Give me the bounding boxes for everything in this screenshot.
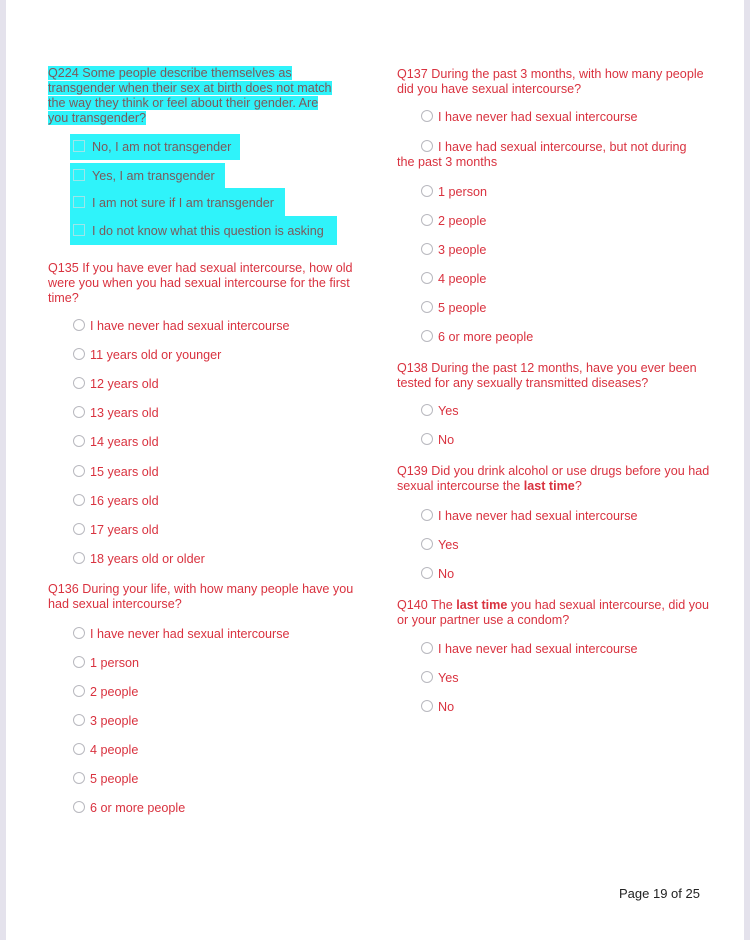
q138-question — [397, 361, 717, 391]
q135-option[interactable] — [73, 494, 159, 509]
q137-option[interactable] — [397, 140, 687, 170]
option-label: I have had sexual intercourse, but not during the past 3 months — [397, 140, 687, 169]
q137-option[interactable] — [421, 110, 638, 125]
q140-title-emphasis: last time — [456, 598, 508, 612]
q140-question — [397, 598, 717, 628]
q140-option[interactable] — [421, 700, 454, 715]
radio-icon[interactable] — [73, 772, 85, 784]
q136-option[interactable] — [73, 685, 138, 700]
radio-icon[interactable] — [73, 319, 85, 331]
radio-icon[interactable] — [73, 685, 85, 697]
option-label: I have never had sexual intercourse — [438, 509, 638, 523]
q140-title — [397, 598, 717, 628]
radio-icon[interactable] — [73, 435, 85, 447]
radio-icon[interactable] — [73, 494, 85, 506]
option-label: 11 years old or younger — [90, 348, 222, 362]
option-label: I have never had sexual intercourse — [438, 642, 638, 656]
option-label: 6 or more people — [438, 330, 534, 344]
option-label: I do not know what this question is asking — [92, 224, 324, 238]
option-label: 5 people — [90, 772, 139, 786]
radio-icon[interactable] — [421, 433, 433, 445]
radio-icon[interactable] — [421, 567, 433, 579]
radio-icon[interactable] — [421, 538, 433, 550]
q140-option[interactable] — [421, 671, 459, 686]
q137-title: Q137 During the past 3 months, with how many people did you have sexual intercourse? — [397, 67, 704, 96]
option-label: 4 people — [438, 272, 487, 286]
q136-option[interactable] — [73, 714, 138, 729]
checkbox-icon[interactable] — [73, 224, 85, 236]
option-label: I have never had sexual intercourse — [90, 627, 290, 641]
option-label: Yes — [438, 404, 459, 418]
q140-option[interactable] — [421, 642, 638, 657]
option-label: 2 people — [438, 214, 487, 228]
q135-option[interactable] — [73, 523, 159, 538]
option-label: I have never had sexual intercourse — [438, 110, 638, 124]
radio-icon[interactable] — [73, 465, 85, 477]
q135-option[interactable] — [73, 552, 205, 567]
radio-icon[interactable] — [421, 243, 433, 255]
q136-option[interactable] — [73, 801, 185, 816]
option-label: No — [438, 433, 455, 447]
q137-option[interactable] — [421, 185, 487, 200]
option-label: 12 years old — [90, 377, 159, 391]
radio-icon[interactable] — [421, 185, 433, 197]
radio-icon[interactable] — [73, 743, 85, 755]
radio-icon[interactable] — [73, 348, 85, 360]
option-label: No, I am not transgender — [92, 140, 232, 154]
q136-title: Q136 During your life, with how many people have you had sexual intercourse? — [48, 582, 354, 611]
q137-question — [397, 67, 707, 97]
q140-title-text: Q140 The — [397, 598, 457, 612]
q135-option[interactable] — [73, 377, 159, 392]
option-label: 15 years old — [90, 465, 159, 479]
option-label: Yes, I am transgender — [92, 169, 215, 183]
q135-option[interactable] — [73, 348, 221, 363]
checkbox-icon[interactable] — [73, 196, 85, 208]
q224-option[interactable] — [70, 188, 285, 216]
q140-title-end: you had sexual intercourse, did you or your partner use a condom? — [397, 598, 710, 627]
page-number: Page 19 of 25 — [619, 886, 700, 901]
option-label: 18 years old or older — [90, 552, 205, 566]
q137-option[interactable] — [421, 272, 486, 287]
q135-option[interactable] — [73, 406, 159, 421]
q137-option[interactable] — [421, 330, 533, 345]
radio-icon[interactable] — [73, 406, 85, 418]
radio-icon[interactable] — [421, 509, 433, 521]
option-label: Yes — [438, 671, 459, 685]
option-label: 6 or more people — [90, 801, 186, 815]
radio-icon[interactable] — [73, 523, 85, 535]
q137-option[interactable] — [421, 214, 486, 229]
q139-option[interactable] — [421, 509, 638, 524]
q135-option[interactable] — [73, 465, 159, 480]
q135-title: Q135 If you have ever had sexual intercourse, how old were you when you had sexual intercourse for the first time? — [48, 261, 353, 305]
q139-title-end: ? — [574, 479, 582, 493]
q139-question — [397, 464, 717, 494]
option-label: No — [438, 567, 455, 581]
q136-option[interactable] — [73, 772, 138, 787]
radio-icon[interactable] — [421, 700, 433, 712]
radio-icon[interactable] — [421, 272, 433, 284]
radio-icon[interactable] — [421, 214, 433, 226]
radio-icon[interactable] — [421, 671, 433, 683]
option-label: 1 person — [438, 185, 488, 199]
q139-title — [397, 464, 717, 494]
option-label: 13 years old — [90, 406, 159, 420]
q224-question — [48, 66, 353, 126]
q138-title: Q138 During the past 12 months, have you ever been tested for any sexually transmitted diseases? — [397, 361, 697, 390]
option-label: 2 people — [90, 685, 139, 699]
radio-icon[interactable] — [421, 642, 433, 654]
q224-line: you transgender? — [48, 111, 147, 125]
q224-line: the way they think or feel about their gender. Are — [48, 96, 319, 110]
option-label: I am not sure if I am transgender — [92, 196, 274, 210]
q139-option[interactable] — [421, 567, 454, 582]
option-label: No — [438, 700, 455, 714]
radio-icon[interactable] — [73, 552, 85, 564]
q137-option[interactable] — [421, 243, 486, 258]
option-label: 3 people — [90, 714, 139, 728]
radio-icon[interactable] — [421, 330, 433, 342]
radio-icon[interactable] — [421, 140, 433, 152]
radio-icon[interactable] — [73, 801, 85, 813]
q224-line: transgender when their sex at birth does not match — [48, 81, 332, 95]
q224-option[interactable] — [70, 216, 337, 245]
viewer-edge-right — [744, 0, 750, 940]
option-label: I have never had sexual intercourse — [90, 319, 290, 333]
option-label: 5 people — [438, 301, 487, 315]
q138-option[interactable] — [421, 404, 459, 419]
option-label: 17 years old — [90, 523, 159, 537]
radio-icon[interactable] — [73, 714, 85, 726]
radio-icon[interactable] — [421, 301, 433, 313]
q139-title-text: Q139 Did you drink alcohol or use drugs before you had sexual intercourse the — [397, 464, 710, 493]
radio-icon[interactable] — [421, 404, 433, 416]
radio-icon[interactable] — [73, 377, 85, 389]
checkbox-icon[interactable] — [73, 140, 85, 152]
q139-title-emphasis: last time — [523, 479, 575, 493]
q224-line: Q224 Some people describe themselves as — [48, 66, 292, 80]
checkbox-icon[interactable] — [73, 169, 85, 181]
q137-option[interactable] — [421, 301, 486, 316]
q136-option[interactable] — [73, 743, 138, 758]
option-label: 1 person — [90, 656, 140, 670]
q136-option[interactable] — [73, 656, 139, 671]
radio-icon[interactable] — [73, 627, 85, 639]
option-label: 4 people — [90, 743, 139, 757]
option-label: Yes — [438, 538, 459, 552]
q136-question — [48, 582, 358, 612]
q139-option[interactable] — [421, 538, 459, 553]
option-label: 3 people — [438, 243, 487, 257]
q135-option[interactable] — [73, 435, 159, 450]
q224-option[interactable] — [70, 163, 225, 189]
q136-option[interactable] — [73, 627, 290, 642]
q224-option[interactable] — [70, 134, 240, 160]
radio-icon[interactable] — [421, 110, 433, 122]
q138-option[interactable] — [421, 433, 454, 448]
radio-icon[interactable] — [73, 656, 85, 668]
option-label: 14 years old — [90, 435, 159, 449]
q135-question — [48, 261, 358, 306]
q135-option[interactable] — [73, 319, 290, 334]
option-label: 16 years old — [90, 494, 159, 508]
